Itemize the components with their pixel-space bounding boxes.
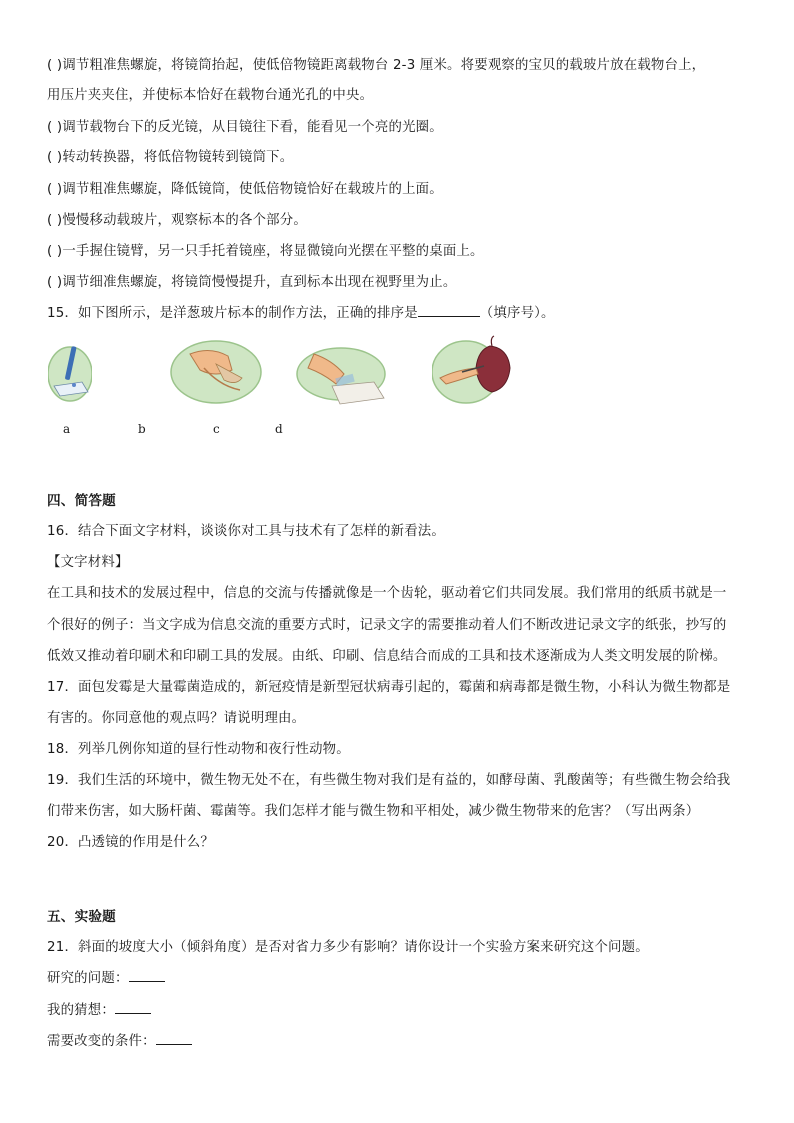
answer-paren[interactable]: ( ) (47, 182, 63, 197)
step-1 (47, 56, 764, 76)
answer-paren[interactable]: ( ) (47, 244, 63, 259)
step-text: 用压片夹夹住，并使标本恰好在载物台通光孔的中央。 (47, 88, 374, 103)
field-hypothesis (47, 1001, 764, 1021)
step-7 (47, 273, 764, 293)
answer-blank[interactable] (115, 1001, 151, 1014)
question-20: 20．凸透镜的作用是什么？ (47, 835, 214, 850)
answer-blank[interactable] (156, 1032, 192, 1045)
question-17-line-2: 有害的。你同意他的观点吗？请说明理由。 (47, 711, 306, 726)
question-text-after: （填序号）。 (479, 306, 555, 321)
figure-d-onion (432, 334, 524, 404)
field-label: 研究的问题： (47, 971, 129, 986)
figure-label-d: d (275, 422, 283, 436)
figure-a-slide-drop (48, 340, 92, 402)
field-variable (47, 1032, 764, 1052)
field-research-question (47, 969, 764, 989)
question-text: 15．如下图所示，是洋葱玻片标本的制作方法，正确的排序是 (47, 306, 418, 321)
step-text: 调节粗准焦螺旋，降低镜筒，使低倍物镜恰好在载玻片的上面。 (62, 182, 443, 197)
answer-paren[interactable]: ( ) (47, 213, 63, 228)
material-title: 【文字材料】 (47, 555, 129, 570)
step-text: 一手握住镜臂，另一只手托着镜座，将显微镜向光摆在平整的桌面上。 (62, 244, 484, 259)
step-2 (47, 118, 764, 138)
answer-paren[interactable]: ( ) (47, 275, 63, 290)
question-19-line-2: 们带来伤害，如大肠杆菌、霉菌等。我们怎样才能与微生物和平相处，减少微生物带来的危害？（写出两条） (47, 804, 700, 819)
step-3 (47, 148, 764, 168)
figure-b-peel-skin (170, 340, 262, 404)
figure-c-coverslip (296, 344, 386, 408)
field-label: 需要改变的条件： (47, 1034, 156, 1049)
answer-blank[interactable] (418, 304, 480, 317)
figure-label-c: c (213, 422, 220, 436)
step-4 (47, 180, 764, 200)
question-19-line-1: 19．我们生活的环境中，微生物无处不在，有些微生物对我们是有益的，如酵母菌、乳酸菌等；有些微生物会给我 (47, 773, 731, 788)
answer-paren[interactable]: ( ) (47, 58, 63, 73)
step-text: 调节细准焦螺旋，将镜筒慢慢提升，直到标本出现在视野里为止。 (62, 275, 457, 290)
answer-blank[interactable] (129, 969, 165, 982)
answer-paren[interactable]: ( ) (47, 150, 63, 165)
field-label: 我的猜想： (47, 1003, 115, 1018)
step-text: 慢慢移动载玻片，观察标本的各个部分。 (62, 213, 307, 228)
question-17-line-1: 17．面包发霉是大量霉菌造成的，新冠疫情是新型冠状病毒引起的，霉菌和病毒都是微生物，小科认为微生物都是 (47, 680, 731, 695)
material-line-1: 在工具和技术的发展过程中，信息的交流与传播就像是一个齿轮，驱动着它们共同发展。我们常用的纸质书就是一 (47, 586, 727, 601)
step-text: 转动转换器，将低倍物镜转到镜筒下。 (62, 150, 294, 165)
question-18: 18．列举几例你知道的昼行性动物和夜行性动物。 (47, 742, 350, 757)
material-line-3: 低效又推动着印刷术和印刷工具的发展。由纸、印刷、信息结合而成的工具和技术逐渐成为人类文明发展的阶梯。 (47, 649, 727, 664)
step-text: 调节载物台下的反光镜，从目镜往下看，能看见一个亮的光圈。 (62, 120, 443, 135)
material-line-2: 个很好的例子：当文字成为信息交流的重要方式时，记录文字的需要推动着人们不断改进记录文字的纸张，抄写的 (47, 618, 727, 633)
question-21: 21．斜面的坡度大小（倾斜角度）是否对省力多少有影响？请你设计一个实验方案来研究这个问题。 (47, 940, 649, 955)
figure-label-b: b (138, 422, 146, 436)
section-title-experiment: 五、实验题 (47, 909, 116, 925)
step-text: 调节粗准焦螺旋，将镜筒抬起，使低倍物镜距离载物台 2-3 厘米。将要观察的宝贝的载玻片放在载物台上， (62, 58, 706, 73)
step-6 (47, 242, 764, 262)
step-5 (47, 211, 764, 231)
step-1-continued (47, 86, 764, 106)
section-title-short-answer: 四、简答题 (47, 493, 116, 509)
answer-paren[interactable]: ( ) (47, 120, 63, 135)
question-16: 16．结合下面文字材料，谈谈你对工具与技术有了怎样的新看法。 (47, 524, 445, 539)
question-15 (47, 304, 764, 324)
figure-label-a: a (63, 422, 71, 436)
